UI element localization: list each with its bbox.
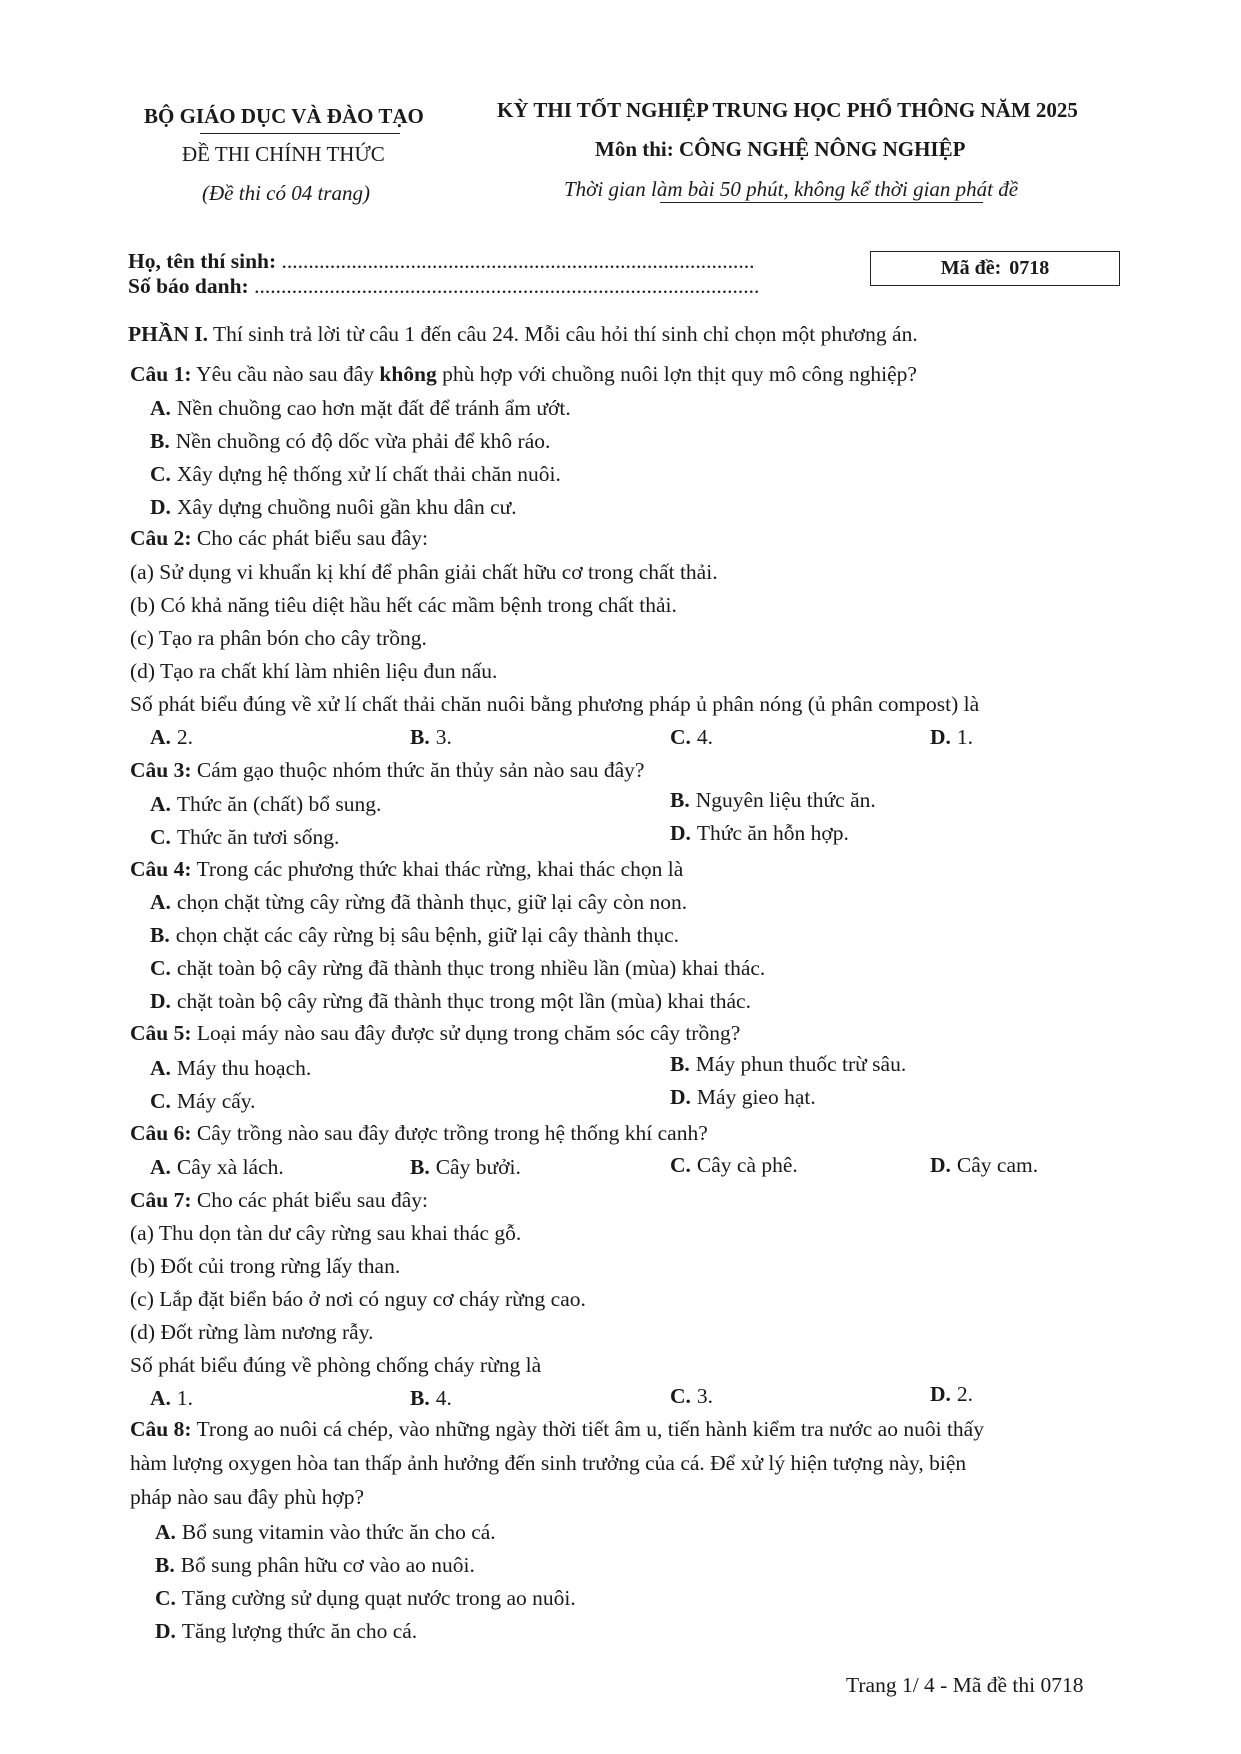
q7-option-c[interactable]: C. 3. — [670, 1384, 714, 1408]
ministry-underline — [200, 133, 400, 134]
q2-label: Câu 2: — [130, 526, 192, 550]
ministry-name: BỘ GIÁO DỤC VÀ ĐÀO TẠO — [144, 104, 424, 128]
q6-option-c[interactable]: C. Cây cà phê. — [670, 1153, 798, 1177]
exam-title: KỲ THI TỐT NGHIỆP TRUNG HỌC PHỔ THÔNG NĂM 2025 — [497, 98, 1078, 122]
q7-stem-text: Cho các phát biểu sau đây: — [196, 1188, 428, 1212]
q5-stem — [130, 1021, 740, 1046]
q5-option-a[interactable]: A. Máy thu hoạch. — [150, 1056, 312, 1080]
official-label: ĐỀ THI CHÍNH THỨC — [182, 142, 385, 166]
q8-option-a[interactable]: A. Bổ sung vitamin vào thức ăn cho cá. — [155, 1520, 496, 1544]
q1-stem-part-a: Yêu cầu nào sau đây — [196, 362, 375, 386]
q1-stem — [130, 362, 917, 387]
q3-option-b[interactable]: B. Nguyên liệu thức ăn. — [670, 788, 876, 812]
q7-statement-b: (b) Đốt củi trong rừng lấy than. — [130, 1254, 401, 1278]
q8-stem-line-2: hàm lượng oxygen hòa tan thấp ảnh hưởng đến sinh trưởng của cá. Để xử lý hiện tượng này, biện — [130, 1451, 967, 1475]
subject-label: Môn thi: — [595, 137, 674, 161]
candidate-id-dots: .............................................................................................. — [254, 274, 760, 298]
q4-stem — [130, 857, 683, 882]
q8-option-c[interactable]: C. Tăng cường sử dụng quạt nước trong ao nuôi. — [155, 1586, 576, 1610]
footer-code: 0718 — [1040, 1673, 1084, 1697]
q3-option-a[interactable]: A. Thức ăn (chất) bổ sung. — [150, 792, 382, 816]
q7-option-d[interactable]: D. 2. — [930, 1382, 974, 1406]
q4-stem-text: Trong các phương thức khai thác rừng, khai thác chọn là — [196, 857, 684, 881]
q5-option-c[interactable]: C. Máy cấy. — [150, 1089, 256, 1113]
part1-instruction: Thí sinh trả lời từ câu 1 đến câu 24. Mỗi câu hỏi thí sinh chỉ chọn một phương án. — [213, 322, 918, 346]
q7-statement-a: (a) Thu dọn tàn dư cây rừng sau khai thác gỗ. — [130, 1221, 522, 1245]
q3-option-d[interactable]: D. Thức ăn hỗn hợp. — [670, 821, 849, 845]
q4-option-b[interactable]: B. chọn chặt các cây rừng bị sâu bệnh, giữ lại cây thành thục. — [150, 923, 680, 947]
q5-option-d[interactable]: D. Máy gieo hạt. — [670, 1085, 816, 1109]
candidate-id-label: Số báo danh: — [128, 274, 249, 298]
q3-stem — [130, 758, 644, 783]
q1-option-b[interactable]: B. Nền chuồng có độ dốc vừa phải để khô ráo. — [150, 429, 551, 453]
time-note: Thời gian làm bài 50 phút, không kể thời gian phát đề — [564, 177, 1019, 201]
q2-option-a[interactable]: A. 2. — [150, 725, 194, 749]
q6-stem — [130, 1121, 708, 1146]
page-footer — [846, 1672, 1084, 1698]
q8-label: Câu 8: — [130, 1417, 192, 1441]
q1-stem-bold: không — [379, 362, 437, 386]
q5-label: Câu 5: — [130, 1021, 192, 1045]
pages-note: (Đề thi có 04 trang) — [202, 181, 370, 205]
q2-option-b[interactable]: B. 3. — [410, 725, 452, 749]
q6-label: Câu 6: — [130, 1121, 192, 1145]
q4-option-a[interactable]: A. chọn chặt từng cây rừng đã thành thục, giữ lại cây còn non. — [150, 890, 688, 914]
q7-question: Số phát biểu đúng về phòng chống cháy rừng là — [130, 1353, 542, 1377]
q4-option-d[interactable]: D. chặt toàn bộ cây rừng đã thành thục trong một lần (mùa) khai thác. — [150, 989, 751, 1013]
q1-label: Câu 1: — [130, 362, 192, 386]
q2-stem — [130, 526, 428, 551]
q7-statement-d: (d) Đốt rừng làm nương rẫy. — [130, 1320, 374, 1344]
q4-label: Câu 4: — [130, 857, 192, 881]
q3-label: Câu 3: — [130, 758, 192, 782]
q8-stem-text-1: Trong ao nuôi cá chép, vào những ngày thời tiết âm u, tiến hành kiểm tra nước ao nuôi thấy — [196, 1417, 984, 1441]
q3-stem-text: Cám gạo thuộc nhóm thức ăn thủy sản nào sau đây? — [196, 758, 645, 782]
exam-code-label: Mã đề: — [940, 257, 1002, 279]
q6-option-d[interactable]: D. Cây cam. — [930, 1153, 1039, 1177]
q7-label: Câu 7: — [130, 1188, 192, 1212]
exam-code-value: 0718 — [1009, 257, 1050, 279]
subject-name: CÔNG NGHỆ NÔNG NGHIỆP — [679, 137, 966, 161]
q3-option-c[interactable]: C. Thức ăn tươi sống. — [150, 825, 340, 849]
q7-option-b[interactable]: B. 4. — [410, 1386, 452, 1410]
q5-stem-text: Loại máy nào sau đây được sử dụng trong chăm sóc cây trồng? — [196, 1021, 741, 1045]
q2-statement-c: (c) Tạo ra phân bón cho cây trồng. — [130, 626, 427, 650]
subject-line — [595, 137, 965, 162]
q6-option-a[interactable]: A. Cây xà lách. — [150, 1155, 284, 1179]
part1-heading — [128, 321, 918, 347]
q7-statement-c: (c) Lắp đặt biển báo ở nơi có nguy cơ cháy rừng cao. — [130, 1287, 586, 1311]
q8-option-d[interactable]: D. Tăng lượng thức ăn cho cá. — [155, 1619, 418, 1643]
time-underline — [660, 202, 983, 203]
q2-statement-b: (b) Có khả năng tiêu diệt hầu hết các mầm bệnh trong chất thải. — [130, 593, 677, 617]
candidate-name-label: Họ, tên thí sinh: — [128, 249, 277, 273]
q8-stem-line-1 — [130, 1417, 984, 1442]
q2-option-c[interactable]: C. 4. — [670, 725, 714, 749]
q2-stem-text: Cho các phát biểu sau đây: — [196, 526, 428, 550]
candidate-name-dots: ........................................................................................ — [281, 249, 755, 273]
q2-option-d[interactable]: D. 1. — [930, 725, 974, 749]
q6-stem-text: Cây trồng nào sau đây được trồng trong hệ thống khí canh? — [196, 1121, 708, 1145]
q1-stem-part-b: phù hợp với chuồng nuôi lợn thịt quy mô công nghiệp? — [442, 362, 917, 386]
q7-stem — [130, 1188, 428, 1213]
q1-option-d[interactable]: D. Xây dựng chuồng nuôi gần khu dân cư. — [150, 495, 517, 519]
part1-label: PHẦN I. — [128, 322, 209, 346]
q2-statement-a: (a) Sử dụng vi khuẩn kị khí để phân giải chất hữu cơ trong chất thải. — [130, 560, 718, 584]
q4-option-c[interactable]: C. chặt toàn bộ cây rừng đã thành thục trong nhiều lần (mùa) khai thác. — [150, 956, 766, 980]
q2-statement-d: (d) Tạo ra chất khí làm nhiên liệu đun nấu. — [130, 659, 498, 683]
candidate-name-line — [128, 248, 755, 274]
q1-option-a[interactable]: A. Nền chuồng cao hơn mặt đất để tránh ẩm ướt. — [150, 396, 571, 420]
q8-option-b[interactable]: B. Bổ sung phân hữu cơ vào ao nuôi. — [155, 1553, 475, 1577]
q6-option-b[interactable]: B. Cây bưởi. — [410, 1155, 521, 1179]
footer-page: Trang 1/ 4 - Mã đề thi — [846, 1673, 1036, 1697]
q2-question: Số phát biểu đúng về xử lí chất thải chăn nuôi bằng phương pháp ủ phân nóng (ủ phân compost) là — [130, 692, 980, 716]
q5-option-b[interactable]: B. Máy phun thuốc trừ sâu. — [670, 1052, 907, 1076]
q8-stem-line-3: pháp nào sau đây phù hợp? — [130, 1485, 365, 1509]
exam-code-box — [870, 251, 1120, 286]
q7-option-a[interactable]: A. 1. — [150, 1386, 194, 1410]
q1-option-c[interactable]: C. Xây dựng hệ thống xử lí chất thải chăn nuôi. — [150, 462, 561, 486]
candidate-id-line — [128, 273, 759, 299]
